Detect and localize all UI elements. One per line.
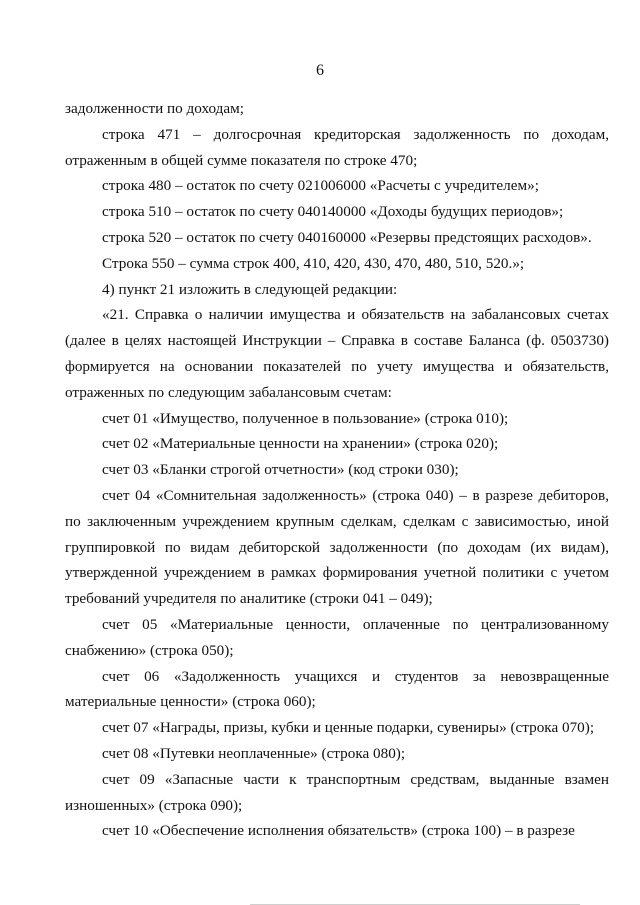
page-number: 6 — [316, 62, 324, 79]
paragraph-10: счет 02 «Материальные ценности на хранении» (строка 020); — [102, 435, 499, 453]
paragraph-16: счет 08 «Путевки неоплаченные» (строка 080); — [102, 744, 406, 762]
paragraph-17: счет 09 «Запасные части к транспортным средствам, выданные взамен изношенных» (строка 090); — [65, 770, 609, 814]
paragraph-9: счет 01 «Имущество, полученное в пользование» (строка 010); — [102, 409, 509, 427]
paragraph-6: Строка 550 – сумма строк 400, 410, 420, 430, 470, 480, 510, 520.»; — [102, 254, 525, 272]
document-body — [65, 96, 609, 844]
paragraph-5: строка 520 – остаток по счету 040160000 «Резервы предстоящих расходов». — [102, 228, 592, 246]
paragraph-13: счет 05 «Материальные ценности, оплаченные по централизованному снабжению» (строка 050); — [65, 615, 609, 659]
paragraph-8: «21. Справка о наличии имущества и обязательств на забалансовых счетах (далее в целях настоящей Инструкции – Справка в составе Баланса (ф. 0503730) формируется на основании показателей по учету имущества и обязательств, отраженных по следующим забалансовым счетам: — [65, 306, 609, 401]
paragraph-7: 4) пункт 21 изложить в следующей редакции: — [102, 280, 398, 298]
paragraph-2: строка 471 – долгосрочная кредиторская задолженность по доходам, отраженным в общей сумме показателя по строке 470; — [65, 125, 609, 169]
paragraph-3: строка 480 – остаток по счету 021006000 «Расчеты с учредителем»; — [102, 177, 539, 195]
paragraph-1: задолженности по доходам; — [65, 100, 244, 117]
paragraph-11: счет 03 «Бланки строгой отчетности» (код строки 030); — [102, 461, 459, 479]
paragraph-12: счет 04 «Сомнительная задолженность» (строка 040) – в разрезе дебиторов, по заключенным учреждением крупным сделкам, сделкам с зависимостью, иной группировкой по видам дебиторской задолженности (по доходам (их видам), утвержденной учреждением в рамках формирования учетной политики с учетом требований учредителя по аналитике (строки 041 – 049); — [65, 486, 609, 608]
paragraph-14: счет 06 «Задолженность учащихся и студентов за невозвращенные материальные ценности» (строка 060); — [65, 667, 609, 711]
paragraph-4: строка 510 – остаток по счету 040140000 «Доходы будущих периодов»; — [102, 203, 564, 221]
paragraph-15: счет 07 «Награды, призы, кубки и ценные подарки, сувениры» (строка 070); — [102, 719, 595, 737]
paragraph-18: счет 10 «Обеспечение исполнения обязательств» (строка 100) – в разрезе — [102, 822, 575, 840]
